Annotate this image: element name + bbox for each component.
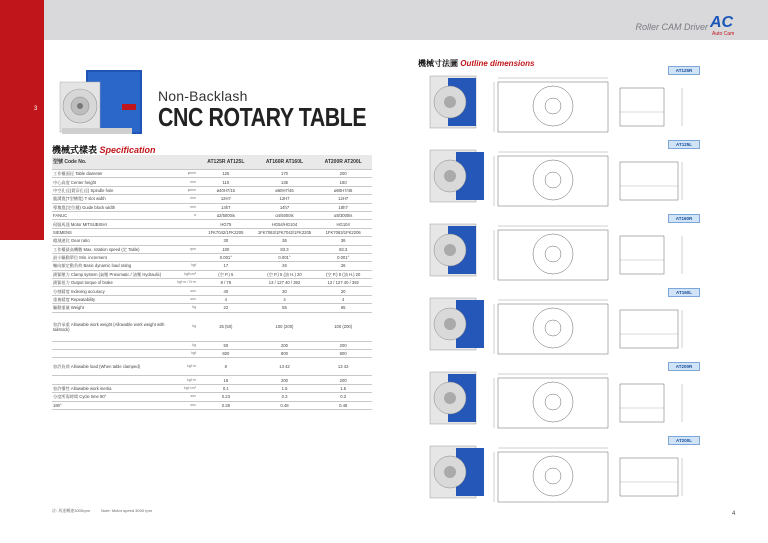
value-at200: 83.3 <box>314 245 372 253</box>
value-at200: 200 <box>314 341 372 349</box>
row-unit: kgf·m <box>168 376 197 384</box>
rotary-table-photo <box>58 64 148 138</box>
table-row <box>52 195 372 203</box>
row-label: 工作檯面徑 Table diameter <box>52 170 168 178</box>
table-row <box>52 358 372 376</box>
model-tag: AT160R <box>668 214 700 223</box>
table-row <box>52 401 372 409</box>
value-at125: 125 <box>197 170 255 178</box>
value-at160: 0.001° <box>255 253 315 261</box>
row-label: FANUC <box>52 211 168 219</box>
value-at160: 13 42 <box>255 358 315 376</box>
table-header-row <box>52 155 372 170</box>
row-unit: kg <box>168 341 197 349</box>
value-at160: 135 <box>255 178 315 186</box>
table-row <box>52 384 372 392</box>
value-at160: 1FK7063/1FK7042/1FK2205 <box>255 228 315 236</box>
value-at160: 55 <box>255 304 315 312</box>
model-tag: AT160L <box>668 288 700 297</box>
top-banner <box>0 0 768 40</box>
header-code-no: 型號 Code No. <box>52 155 168 170</box>
value-at160: 100 (200) <box>255 312 315 341</box>
value-at160: 14h7 <box>255 203 315 211</box>
row-unit <box>168 228 197 236</box>
value-at125: 12H7 <box>197 195 255 203</box>
value-at125: 30 <box>197 237 255 245</box>
value-at125: 16 <box>197 376 255 384</box>
value-at125: 0.23 <box>197 393 255 401</box>
value-at200: 0.48 <box>314 401 372 409</box>
outline-row <box>418 66 700 136</box>
row-label: 容許慣性 Allowable work inertia <box>52 384 168 392</box>
value-at125: 1FK7042/1FK2205 <box>197 228 255 236</box>
outline-row <box>418 214 700 284</box>
value-at200: HG104 <box>314 220 372 228</box>
row-unit: mm <box>168 178 197 186</box>
table-row <box>52 245 372 253</box>
value-at200: 20 <box>314 287 372 295</box>
brand-text: Roller CAM Driver <box>635 22 708 32</box>
row-unit <box>168 237 197 245</box>
row-unit: mm <box>168 203 197 211</box>
page-number-right: 4 <box>732 511 736 517</box>
row-unit: sec <box>168 393 197 401</box>
value-at200: 1.5 <box>314 384 372 392</box>
value-at160: 170 <box>255 170 315 178</box>
value-at125: (空 P.) 5 <box>197 270 255 278</box>
value-at125: 110 <box>197 178 255 186</box>
row-unit: kgf·m <box>168 358 197 376</box>
table-row <box>52 376 372 384</box>
value-at160: 200 <box>255 376 315 384</box>
row-label: 龍溝寬(T型槽寬) T slot width <box>52 195 168 203</box>
row-unit: kgf <box>168 262 197 270</box>
row-label: 鎖緊壓力 Clamp system (氣壓 Pneumatic / 油壓 Hydraulic) <box>52 270 168 278</box>
motor-speed-note <box>52 508 162 514</box>
value-at200: 1FK7063/1FK2206 <box>314 228 372 236</box>
outline-row <box>418 362 700 432</box>
row-label: SIEMENS <box>52 228 168 236</box>
row-label: 最小驅動單位 Min. increment <box>52 253 168 261</box>
value-at125: 0.38 <box>197 401 255 409</box>
table-row <box>52 287 372 295</box>
value-at200: α8/3000is <box>314 211 372 219</box>
row-unit: kgf·m / N·m <box>168 279 197 287</box>
table-row <box>52 253 372 261</box>
value-at200: 4 <box>314 295 372 303</box>
value-at125: 50 <box>197 341 255 349</box>
dimension-drawing <box>418 216 700 284</box>
value-at200: 100 (200) <box>314 312 372 341</box>
value-at160: 1.5 <box>255 384 315 392</box>
row-unit: kg <box>168 312 197 341</box>
row-unit: φmm <box>168 170 197 178</box>
value-at160: 200 <box>255 341 315 349</box>
row-label: 分度所需時間 Cycle time 90° <box>52 393 168 401</box>
dimension-drawing <box>418 142 700 210</box>
value-at200: 200 <box>314 376 372 384</box>
row-label: 180° <box>52 401 168 409</box>
spec-table-body <box>52 170 372 410</box>
page-number-left: 3 <box>34 106 38 112</box>
value-at200: 0.001° <box>314 253 372 261</box>
table-row <box>52 393 372 401</box>
outline-row <box>418 288 700 358</box>
row-unit <box>168 220 197 228</box>
row-unit: rpm <box>168 245 197 253</box>
outline-heading-cn: 機械寸法圖 <box>418 59 458 68</box>
spec-table <box>52 155 372 410</box>
row-label <box>52 350 168 358</box>
value-at200: 18h7 <box>314 203 372 211</box>
spec-heading-en: Specification <box>99 145 156 155</box>
value-at160: 0.3 <box>255 393 315 401</box>
row-unit: φmm <box>168 186 197 194</box>
row-label: 中心高度 Center height <box>52 178 168 186</box>
outline-row <box>418 140 700 210</box>
value-at200: (空 P.) 5 (油 H.) 20 <box>314 270 372 278</box>
table-row <box>52 178 372 186</box>
row-unit: sec <box>168 401 197 409</box>
header-at125: AT125R AT125L <box>197 155 255 170</box>
value-at125: 17 <box>197 262 255 270</box>
value-at160: α4/5000is <box>255 211 315 219</box>
row-label: 導塊寬(定位鍵) Guide block width <box>52 203 168 211</box>
table-row <box>52 170 372 178</box>
dimension-drawing <box>418 438 700 506</box>
row-unit: kgf·cm² <box>168 384 197 392</box>
value-at125: 4 <box>197 295 255 303</box>
row-label: 鎖緊扭力 Output torque of brake <box>52 279 168 287</box>
value-at160: 36 <box>255 237 315 245</box>
value-at160: 12H7 <box>255 195 315 203</box>
value-at200: 12H7 <box>314 195 372 203</box>
table-row <box>52 220 372 228</box>
row-label: 驅動重量 Weight <box>52 304 168 312</box>
row-label: 中空孔徑(貫穿孔徑) Spindle hole <box>52 186 168 194</box>
value-at160: 0.48 <box>255 401 315 409</box>
value-at160: 83.3 <box>255 245 315 253</box>
row-label: 容許負荷 Allowable load (When table clamped) <box>52 358 168 376</box>
value-at160: (空 P.) 5 (油 H.) 20 <box>255 270 315 278</box>
model-tag: AT125L <box>668 140 700 149</box>
value-at125: 8 <box>197 358 255 376</box>
header-at200: AT200R AT200L <box>314 155 372 170</box>
value-at200: 800 <box>314 350 372 358</box>
table-row <box>52 304 372 312</box>
value-at125: 0.1 <box>197 384 255 392</box>
value-at160: 26 <box>255 262 315 270</box>
row-label: 軸向額定動負荷 Basic dynamic load rating <box>52 262 168 270</box>
value-at200: 13 / 127 40 / 392 <box>314 279 372 287</box>
table-row <box>52 341 372 349</box>
model-tag: AT200R <box>668 362 700 371</box>
row-label: 總減速比 Gear ratio <box>52 237 168 245</box>
model-tag: AT125R <box>668 66 700 75</box>
red-side-bar <box>0 0 44 240</box>
value-at200: 200 <box>314 170 372 178</box>
value-at160: 30 <box>255 287 315 295</box>
table-row <box>52 203 372 211</box>
value-at200: 36 <box>314 237 372 245</box>
value-at200: 13 42 <box>314 358 372 376</box>
table-row <box>52 295 372 303</box>
dimension-drawing <box>418 364 700 432</box>
outline-row <box>418 436 700 506</box>
value-at200: 65 <box>314 304 372 312</box>
value-at160: HG54/HG104 <box>255 220 315 228</box>
logo-subtext: Auto Cam <box>712 31 735 37</box>
dimension-drawing <box>418 290 700 358</box>
spec-heading-cn: 機械式樣表 <box>52 145 98 155</box>
header-at160: AT160R AT160L <box>255 155 315 170</box>
value-at125: 40 <box>197 287 255 295</box>
table-row <box>52 279 372 287</box>
value-at125: 22 <box>197 304 255 312</box>
row-label: 容許承重 Allowable work weight (Allowable work weight with tailstock) <box>52 312 168 341</box>
model-tag: AT200L <box>668 436 700 445</box>
table-row <box>52 350 372 358</box>
row-unit: kgf <box>168 350 197 358</box>
table-row <box>52 211 372 219</box>
value-at200: ø60H7/45 <box>314 186 372 194</box>
row-label <box>52 376 168 384</box>
value-at160: 800 <box>255 350 315 358</box>
company-logo <box>710 14 744 38</box>
note-cn: 註: 馬達轉速3000rpm <box>52 508 91 513</box>
row-label: 分割精度 Indexing accuracy <box>52 287 168 295</box>
hero-title: CNC ROTARY TABLE <box>158 102 367 132</box>
row-label <box>52 341 168 349</box>
table-row <box>52 312 372 341</box>
table-row <box>52 270 372 278</box>
value-at125: α2/5000is <box>197 211 255 219</box>
note-en: Note: Motor speed 3000 rpm <box>101 508 153 513</box>
value-at160: 13 / 127 40 / 392 <box>255 279 315 287</box>
value-at125: 14h7 <box>197 203 255 211</box>
value-at125: 600 <box>197 350 255 358</box>
value-at200: 0.3 <box>314 393 372 401</box>
value-at125: 25 (50) <box>197 312 255 341</box>
outline-heading-en: Outline dimensions <box>460 59 535 68</box>
row-unit <box>168 253 197 261</box>
row-unit: sec <box>168 287 197 295</box>
row-unit: mm <box>168 195 197 203</box>
logo-mark: AC <box>710 14 734 31</box>
value-at125: HG75 <box>197 220 255 228</box>
value-at160: ø60H7/45 <box>255 186 315 194</box>
value-at125: 100 <box>197 245 255 253</box>
row-unit: kg <box>168 304 197 312</box>
hero-subtitle: Non-Backlash <box>158 88 248 104</box>
row-label: 重複精度 Repeatability <box>52 295 168 303</box>
value-at200: 160 <box>314 178 372 186</box>
row-unit: kgf/cm² <box>168 270 197 278</box>
row-label: 伺服馬達 Motor MITSUBISHI <box>52 220 168 228</box>
value-at125: 8 / 78 <box>197 279 255 287</box>
row-unit: sec <box>168 295 197 303</box>
row-unit: α <box>168 211 197 219</box>
value-at200: 26 <box>314 262 372 270</box>
table-row <box>52 228 372 236</box>
table-row <box>52 237 372 245</box>
value-at125: 0.001° <box>197 253 255 261</box>
value-at160: 4 <box>255 295 315 303</box>
value-at125: ø40H7/15 <box>197 186 255 194</box>
table-row <box>52 262 372 270</box>
dimension-drawing <box>418 68 700 136</box>
table-row <box>52 186 372 194</box>
row-label: 工作檯最高轉數 Max. rotation speed (定 Table) <box>52 245 168 253</box>
